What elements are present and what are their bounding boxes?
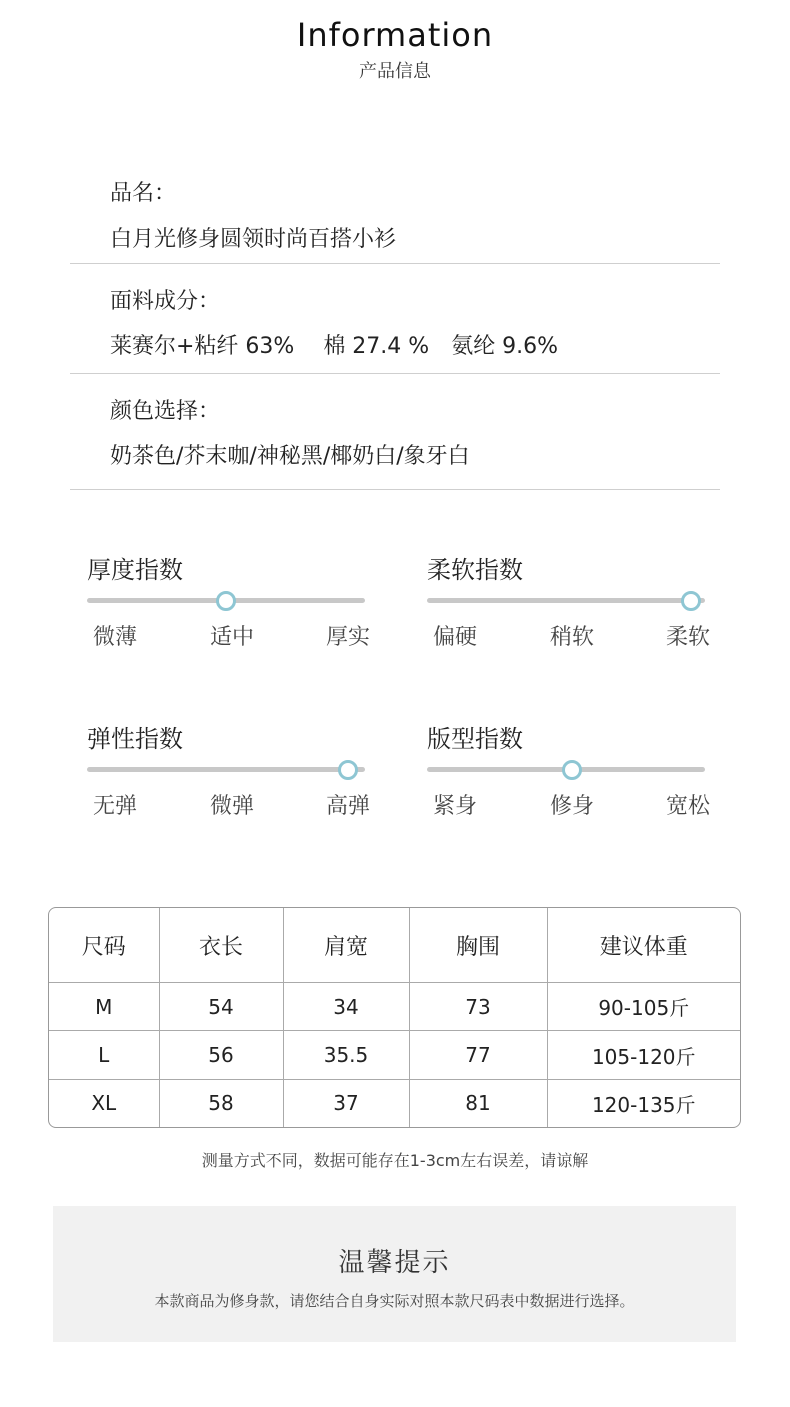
thickness-index-label-mid: 适中 — [209, 625, 254, 650]
elasticity-index-knob — [338, 760, 358, 780]
page-title-cn: 产品信息 — [359, 61, 431, 82]
thickness-index-label-high: 厚实 — [325, 625, 370, 650]
fit-index-label-mid: 修身 — [549, 794, 594, 819]
page-title-en: Information — [296, 16, 494, 54]
softness-index-label-mid: 稍软 — [549, 625, 594, 650]
product-name-value: 白月光修身圆领时尚百搭小衫 — [110, 227, 397, 252]
softness-index-label-low: 偏硬 — [432, 625, 477, 650]
fabric-label: 面料成分： — [110, 289, 221, 314]
softness-index-track — [427, 598, 705, 603]
elasticity-index-label-high: 高弹 — [325, 794, 370, 819]
table-cell: 120-135斤 — [591, 1092, 696, 1117]
softness-index-title: 柔软指数 — [427, 556, 523, 584]
table-cell: 34 — [283, 983, 409, 1031]
size-table — [48, 907, 741, 1128]
tips-title: 温馨提示 — [338, 1248, 451, 1278]
table-row — [49, 1031, 740, 1079]
softness-index-label-high: 柔软 — [665, 625, 710, 650]
color-value: 奶茶色/芥末咖/神秘黑/椰奶白/象牙白 — [110, 444, 470, 469]
table-cell: 90-105斤 — [547, 983, 740, 1031]
table-cell: 58 — [159, 1079, 283, 1127]
table-cell: XL — [49, 1079, 159, 1127]
thickness-index-title: 厚度指数 — [87, 556, 183, 584]
fabric-value: 莱赛尔+粘纤 63% 棉 27.4 % 氨纶 9.6% — [110, 334, 559, 359]
table-header-cell: 衣长 — [159, 908, 283, 983]
table-row — [49, 1079, 740, 1127]
elasticity-index-title: 弹性指数 — [87, 725, 183, 753]
thickness-index-label-low: 微薄 — [92, 625, 137, 650]
fit-index-label-high: 宽松 — [665, 794, 710, 819]
table-cell: 56 — [159, 1031, 283, 1079]
fit-index-title: 版型指数 — [427, 725, 523, 753]
divider — [70, 373, 720, 374]
table-cell: 81 — [409, 1079, 547, 1127]
softness-index-knob — [681, 591, 701, 611]
color-label: 颜色选择： — [110, 399, 221, 424]
product-name-label: 品名： — [110, 181, 177, 206]
table-cell: 37 — [283, 1079, 409, 1127]
elasticity-index-track — [87, 767, 365, 772]
divider — [70, 263, 720, 264]
table-cell: 35.5 — [283, 1031, 409, 1079]
table-header-row — [49, 908, 740, 983]
table-cell: 73 — [409, 983, 547, 1031]
table-header-cell: 肩宽 — [283, 908, 409, 983]
thickness-index-knob — [216, 591, 236, 611]
tips-box — [53, 1206, 736, 1342]
table-cell: L — [49, 1031, 159, 1079]
divider — [70, 489, 720, 490]
table-cell: 105-120斤 — [547, 1031, 740, 1079]
table-cell: M — [49, 983, 159, 1031]
measurement-note: 测量方式不同，数据可能存在1-3cm左右误差，请谅解 — [201, 1151, 589, 1170]
elasticity-index-label-low: 无弹 — [92, 794, 137, 819]
table-header-cell: 建议体重 — [547, 908, 740, 983]
table-cell: 54 — [159, 983, 283, 1031]
tips-text: 本款商品为修身款，请您结合自身实际对照本款尺码表中数据进行选择。 — [154, 1292, 635, 1310]
elasticity-index-label-mid: 微弹 — [209, 794, 254, 819]
fit-index-label-low: 紧身 — [432, 794, 477, 819]
fit-index-knob — [562, 760, 582, 780]
table-header-cell: 尺码 — [49, 908, 159, 983]
table-header-cell: 胸围 — [409, 908, 547, 983]
table-cell: 77 — [409, 1031, 547, 1079]
table-row — [49, 983, 740, 1031]
